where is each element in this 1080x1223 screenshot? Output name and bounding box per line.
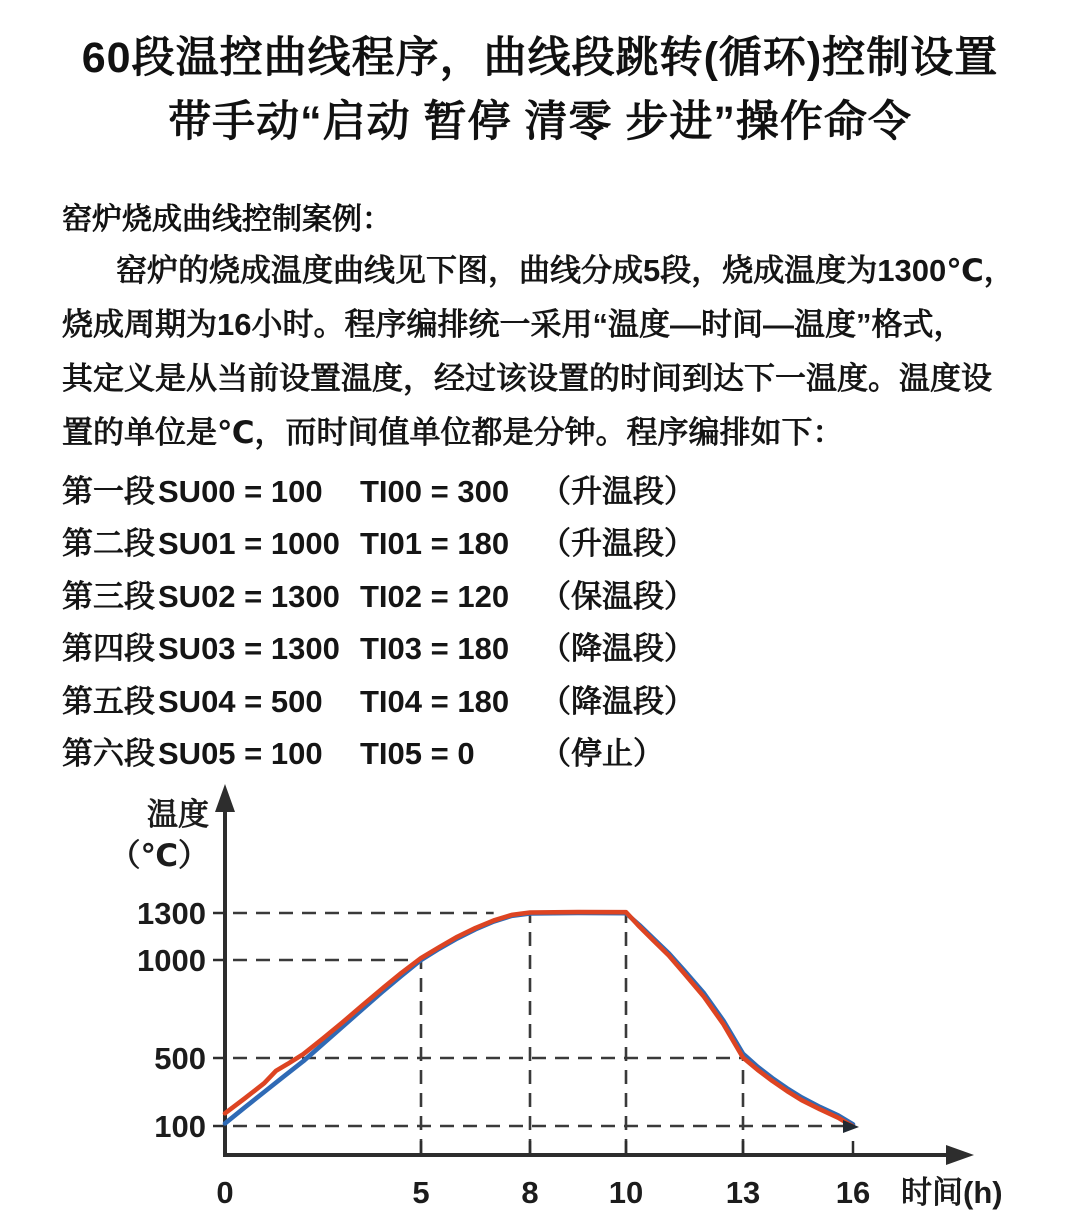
y-tick-label: 500	[154, 1041, 206, 1076]
segment-note: （升温段）	[540, 526, 695, 562]
set-temperature-curve	[225, 912, 853, 1126]
y-axis-title: （℃）	[109, 838, 209, 873]
actual-temperature-curve	[225, 913, 853, 1124]
segment-label: 第三段	[62, 578, 155, 614]
x-tick-label: 13	[725, 1175, 761, 1210]
su-value: SU04 = 500	[158, 683, 323, 719]
program-row	[62, 571, 962, 623]
program-row	[62, 518, 962, 570]
segment-label: 第二段	[62, 526, 155, 562]
ti-value: TI02 = 120	[360, 578, 510, 614]
program-row	[62, 728, 962, 780]
su-value: SU01 = 1000	[158, 526, 340, 562]
segment-label: 第五段	[62, 683, 155, 719]
paragraph-line: 窑炉的烧成温度曲线见下图，曲线分成5段，烧成温度为1300℃，	[116, 253, 1015, 288]
y-tick-label: 100	[154, 1109, 206, 1144]
su-value: SU03 = 1300	[158, 631, 340, 667]
program-row	[62, 676, 962, 728]
segment-note: （保温段）	[540, 578, 695, 614]
x-tick-label: 16	[835, 1175, 871, 1210]
segment-note: （停止）	[540, 735, 664, 771]
intro-paragraph	[62, 244, 1027, 460]
x-tick-label: 10	[608, 1175, 644, 1210]
su-value: SU00 = 100	[158, 474, 323, 509]
program-listing	[62, 466, 962, 780]
paragraph-line: 其定义是从当前设置温度，经过该设置的时间到达下一温度。温度设	[62, 361, 992, 396]
segment-label: 第四段	[62, 631, 155, 667]
y-tick-label: 1000	[137, 943, 206, 978]
ti-value: TI00 = 300	[360, 474, 510, 509]
y-tick-label: 1300	[137, 896, 206, 931]
segment-note: （升温段）	[540, 474, 695, 509]
y-axis-arrow-icon	[215, 784, 235, 812]
y-axis-title: 温度	[147, 797, 209, 832]
temperature-time-chart	[0, 780, 1080, 1223]
su-value: SU05 = 100	[158, 735, 323, 771]
x-tick-label: 5	[412, 1175, 430, 1210]
paragraph-line: 烧成周期为16小时。程序编排统一采用“温度—时间—温度”格式，	[62, 307, 965, 342]
paragraph-line: 置的单位是℃，而时间值单位都是分钟。程序编排如下：	[62, 415, 844, 450]
ti-value: TI04 = 180	[360, 683, 510, 719]
case-heading: 窑炉烧成曲线控制案例：	[62, 203, 392, 236]
page-title	[0, 26, 1080, 154]
title-line-1: 60段温控曲线程序，曲线段跳转(循环)控制设置	[81, 34, 999, 82]
program-row	[62, 623, 962, 675]
segment-note: （降温段）	[540, 631, 695, 667]
ti-value: TI03 = 180	[360, 631, 510, 667]
ti-value: TI01 = 180	[360, 526, 510, 562]
x-axis-arrow-icon	[946, 1145, 974, 1165]
firing-curve-chart	[0, 780, 1080, 1223]
x-tick-label: 0	[216, 1175, 234, 1210]
su-value: SU02 = 1300	[158, 578, 340, 614]
ti-value: TI05 = 0	[360, 735, 475, 771]
segment-label: 第六段	[62, 735, 155, 771]
program-row	[62, 466, 962, 518]
segment-note: （降温段）	[540, 683, 695, 719]
title-line-2: 带手动“启动 暂停 清零 步进”操作命令	[168, 98, 912, 146]
x-tick-label: 8	[521, 1175, 539, 1210]
x-axis-title: 时间(h)	[901, 1175, 1003, 1210]
segment-label: 第一段	[62, 474, 155, 509]
